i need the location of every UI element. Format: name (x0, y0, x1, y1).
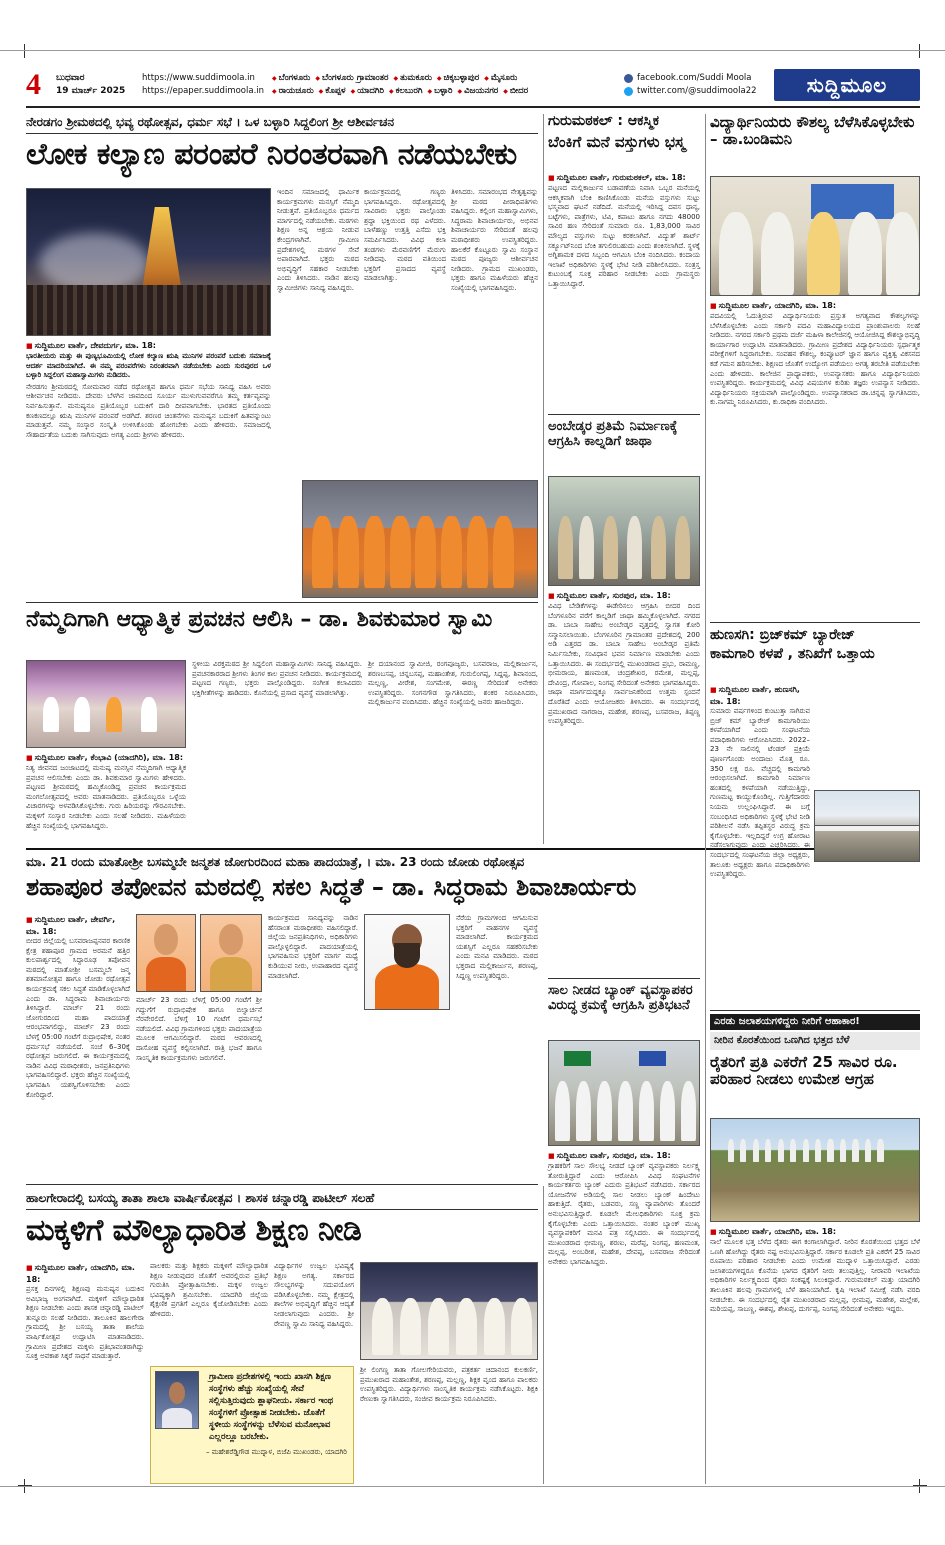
seers-group-photo (302, 480, 538, 598)
story1-kicker: ನೇರಡಗಂ ಶ್ರೀಮಠದಲ್ಲಿ ಭವ್ಯ ರಥೋತ್ಸವ, ಧರ್ಮ ಸಭೆ । ಒಳ ಬಳ್ಳಾರಿ ಸಿದ್ದಲಿಂಗ ಶ್ರೀ ಆಶೀರ್ವಚನ (26, 115, 395, 129)
crop-mark (913, 44, 927, 58)
story9-kicker: ಎರಡು ಜಲಾಶಯಗಳಿದ್ದರು ನೀರಿಗೆ ಆಹಾಕಾರ! (714, 1016, 860, 1027)
story10-body-4: ಶ್ರೀ ಲಿಂಗಣ್ಣ ತಾತಾ ಗೋಲಗೇರಿಯವರು, ಪತ್ರಕರ್ತ ಚಿದಾನಂದ ಕುಲಕರ್ಣಿ, ಪ್ರಮುಖರಾದ ಮಹಾಂತೇಶ, ಶರಣಪ್ಪ, ಮಲ್ಲಣ್ಣ, ಶಿಕ್ಷಕ ವೃಂದ ಹಾಗೂ ಪಾಲಕರು ಉಪಸ್ಥಿತರಿದ್ದರು. ವಿದ್ಯಾರ್ಥಿಗಳು ಸಾಂಸ್ಕೃತಿಕ ಕಾರ್ಯಕ್ರಮ ನಡೆಸಿಕೊಟ್ಟರು. ಶಿಕ್ಷಕಿ ರೇಣುಕಾ ಸ್ವಾಗತಿಸಿದರು, ಸಂಜೀವ ಕಾರ್ಯಕ್ರಮ ನಿರೂಪಿಸಿದರು. (360, 1366, 538, 1403)
story10-col2 (150, 1262, 268, 1362)
leader-portrait (155, 1371, 199, 1429)
story1-body-2: ಇಂದಿನ ಸಮಾಜದಲ್ಲಿ ಧಾರ್ಮಿಕ ಕಾರ್ಯಕ್ರಮಗಳು ಮನಸ್ಸಿಗೆ ನೆಮ್ಮದಿ ನೀಡುತ್ತವೆ. ಪ್ರತಿಯೊಬ್ಬರೂ ಧರ್ಮದ ಮಾರ್ಗದಲ್ಲಿ ನಡೆಯಬೇಕು. ಮಠಗಳು ಶಿಕ್ಷಣ ಅನ್ನ ಆಶ್ರಯ ನೀಡುವ ಕೇಂದ್ರಗಳಾಗಿವೆ. ಗ್ರಾಮೀಣ ಪ್ರದೇಶಗಳಲ್ಲಿ ಮಠಗಳ ಸೇವೆ ಅಪಾರವಾಗಿದೆ. ಭಕ್ತರು ಮಠದ ಅಭಿವೃದ್ಧಿಗೆ ಸಹಕಾರ ನೀಡಬೇಕು ಎಂದು ತಿಳಿಸಿದರು. ನಾಡಿನ ಹಲವು ಸ್ವಾಮೀಜಿಗಳು ಸಾನಿಧ್ಯ ವಹಿಸಿದ್ದರು. (277, 188, 359, 292)
city-label: ◆ ವಿಜಯನಗರ (458, 85, 499, 98)
column-divider (543, 1186, 544, 1484)
story4-body: ವಿವಿಧ ಬೇಡಿಕೆಗಳನ್ನು ಈಡೇರಿಸಲು ಆಗ್ರಹಿಸಿ ಬೀದರ ದಿಂದ ಬೆಂಗಳೂರಿನ ವರೆಗೆ ಕಾಲ್ನಡಿಗೆ ಜಾಥಾ ಹಮ್ಮಿಕೊಳ್ಳಲಾಗಿದೆ. ನಗರದ ಡಾ. ಬಾಬಾ ಸಾಹೇಬ ಅಂಬೇಡ್ಕರ ವೃತ್ತದಲ್ಲಿ ಸ್ವಾಗತ ಕೋರಿ ಸನ್ಮಾನಿಸಲಾಯಿತು. ಬೆಂಗಳೂರಿನ ಗ್ರಾಮಾಂತರ ಪ್ರದೇಶದಲ್ಲಿ 200 ಅಡಿ ಎತ್ತರದ ಡಾ. ಬಾಬಾ ಸಾಹೇಬ ಅಂಬೇಡ್ಕರ ಪ್ರತಿಮೆ ನಿರ್ಮಿಸಬೇಕು, ಸಂವಿಧಾನ ಭವನ ನಿರ್ಮಾಣ ಮಾಡಬೇಕು ಎಂದು ಒತ್ತಾಯಿಸಿದರು. ಈ ಸಂದರ್ಭದಲ್ಲಿ ಮುಖಂಡರಾದ ಪ್ರಭು, ರಾಮಣ್ಣ, ಭೀಮರಾಯ, ಹಣಮಂತ, ಚಂದ್ರಶೇಖರ, ರಮೇಶ, ಮಲ್ಲಪ್ಪ, ದೇವಿಂದ್ರ, ಗೋಪಾಲ, ನಿಂಗಪ್ಪ ಸೇರಿದಂತೆ ಅನೇಕರು ಭಾಗವಹಿಸಿದ್ದರು. ಜಾಥಾ ಮಾರ್ಗದುದ್ದಕ್ಕೂ ಸಾರ್ವಜನಿಕರಿಂದ ಉತ್ತಮ ಸ್ಪಂದನೆ ದೊರೆತಿದೆ ಎಂದು ಆಯೋಜಕರು ತಿಳಿಸಿದರು. ಈ ಸಂದರ್ಭದಲ್ಲಿ ಪ್ರಮುಖರಾದ ನಾಗರಾಜ, ಮಹೇಶ, ಶರಣಪ್ಪ, ಬಸವರಾಜ, ತಿಪ್ಪಣ್ಣ ಉಪಸ್ಥಿತರಿದ್ದರು. (548, 602, 700, 726)
story8-byline: ■ ಸುದ್ದಿಮೂಲ ವಾರ್ತೆ, ಸುರಪುರ, ಮಾ. 18: (548, 1150, 700, 1162)
story7-col3 (268, 914, 358, 1178)
date-block (56, 72, 142, 98)
story10-body-1: ಪ್ರಸಕ್ತ ದಿನಗಳಲ್ಲಿ ಶಿಕ್ಷಣವು ಮನುಷ್ಯನ ಬದುಕಿನ ಅವಿಭಾಜ್ಯ ಅಂಗವಾಗಿದೆ. ಮಕ್ಕಳಿಗೆ ಮೌಲ್ಯಾಧಾರಿತ ಶಿಕ್ಷಣ ನೀಡಬೇಕು ಎಂದು ಶಾಸಕ ಚನ್ನಾರಡ್ಡಿ ಪಾಟೀಲ್ ತುನ್ನೂರು ಸಲಹೆ ನೀಡಿದರು. ತಾಲೂಕಿನ ಹಾಲಗೇರಾ ಗ್ರಾಮದಲ್ಲಿ ಶ್ರೀ ಬಸಯ್ಯ ತಾತಾ ಶಾಲೆಯ ವಾರ್ಷಿಕೋತ್ಸವ ಉದ್ಘಾಟಿಸಿ ಮಾತನಾಡಿದರು. ಗ್ರಾಮೀಣ ಪ್ರದೇಶದ ಮಕ್ಕಳು ಪ್ರತಿಭಾವಂತರಾಗಿದ್ದು ಸೂಕ್ತ ಅವಕಾಶ ಸಿಕ್ಕರೆ ಸಾಧನೆ ಮಾಡುತ್ತಾರೆ. (26, 1285, 144, 1361)
story5-col1 (710, 684, 810, 879)
story6-col3 (368, 660, 538, 842)
story6-col2 (192, 660, 362, 842)
website-link[interactable]: https://www.suddimoola.in (142, 73, 255, 83)
story7-kicker: ಮಾ. 21 ರಂದು ಮಾತೋಶ್ರೀ ಬಸಮ್ಮಬೇ ಜನ್ಮಶತ ಜೋಗುರದಿಂದ ಮಹಾ ಪಾದಯಾತ್ರೆ, । ಮಾ. 23 ರಂದು ಜೋಡು ರಥೋತ್ಸವ (26, 855, 525, 869)
story4-byline: ■ ಸುದ್ದಿಮೂಲ ವಾರ್ತೆ, ಸುರಪುರ, ಮಾ. 18: (548, 590, 700, 602)
story9-kicker2: ನೀರಿನ ಕೊರತೆಯಿಂದ ಒಣಗಿದ ಭತ್ತದ ಬೆಳೆ (714, 1035, 850, 1046)
story2-headline: ಬೆಂಕಿಗೆ ಮನೆ ವಸ್ತುಗಳು ಭಸ್ಮ (548, 132, 686, 151)
page-number: 4 (26, 68, 41, 101)
city-label: ◆ ತುಮಕೂರು (394, 72, 432, 85)
story4-headline-box (548, 420, 700, 472)
story7-body-2: ಮಾರ್ಚ್ 23 ರಂದು ಬೆಳಿಗ್ಗೆ 05:00 ಗಂಟೆಗೆ ಶ್ರೀ ಗದ್ದುಗೆಗೆ ರುದ್ರಾಭಿಷೇಕ ಹಾಗೂ ಬಿಲ್ವಾರ್ಚನೆ ನೆರವೇರಲಿದೆ. ಬೆಳಿಗ್ಗೆ 10 ಗಂಟೆಗೆ ಧರ್ಮಸಭೆ ನಡೆಯಲಿದೆ. ವಿವಿಧ ಗ್ರಾಮಗಳಿಂದ ಭಕ್ತರು ಪಾದಯಾತ್ರೆಯ ಮೂಲಕ ಆಗಮಿಸಲಿದ್ದಾರೆ. ಮಠದ ಆವರಣದಲ್ಲಿ ದಾಸೋಹ ವ್ಯವಸ್ಥೆ ಕಲ್ಪಿಸಲಾಗಿದೆ. ರಾತ್ರಿ ಭಜನೆ ಹಾಗೂ ಸಾಂಸ್ಕೃತಿಕ ಕಾರ್ಯಕ್ರಮಗಳು ಜರುಗಲಿವೆ. (136, 996, 262, 1062)
story2-body: ಪಟ್ಟಣದ ಮಲ್ಲಿಕಾರ್ಜುನ ಬಡಾವಣೆಯ ನಿವಾಸಿ ಒಬ್ಬರ ಮನೆಯಲ್ಲಿ ಆಕಸ್ಮಿಕವಾಗಿ ಬೆಂಕಿ ಕಾಣಿಸಿಕೊಂಡು ಮನೆಯ ವಸ್ತುಗಳು ಸುಟ್ಟು ಭಸ್ಮವಾದ ಘಟನೆ ನಡೆದಿದೆ. ಮನೆಯಲ್ಲಿ ಇರಿಸಿದ್ದ ದವಸ ಧಾನ್ಯ, ಬಟ್ಟೆಗಳು, ಪಾತ್ರೆಗಳು, ಟಿವಿ, ಕಪಾಟು ಹಾಗೂ ನಗದು 48000 ಸಾವಿರ ಹಣ ಸೇರಿದಂತೆ ಸುಮಾರು ರೂ. 1,83,000 ಸಾವಿರ ಮೌಲ್ಯದ ವಸ್ತುಗಳು ಸುಟ್ಟು ಕರಕಲಾಗಿವೆ. ವಿದ್ಯುತ್ ಶಾರ್ಟ್ ಸರ್ಕ್ಯೂಟ್‌ನಿಂದ ಬೆಂಕಿ ತಗುಲಿರಬಹುದು ಎಂದು ಶಂಕಿಸಲಾಗಿದೆ. ಸ್ಥಳಕ್ಕೆ ಅಗ್ನಿಶಾಮಕ ದಳದ ಸಿಬ್ಬಂದಿ ಆಗಮಿಸಿ ಬೆಂಕಿ ನಂದಿಸಿದರು. ಕಂದಾಯ ಇಲಾಖೆ ಅಧಿಕಾರಿಗಳು ಸ್ಥಳಕ್ಕೆ ಭೇಟಿ ನೀಡಿ ಪರಿಶೀಲಿಸಿದರು. ಸಂತ್ರಸ್ತ ಕುಟುಂಬಕ್ಕೆ ಸೂಕ್ತ ಪರಿಹಾರ ನೀಡಬೇಕು ಎಂದು ಗ್ರಾಮಸ್ಥರು ಒತ್ತಾಯಿಸಿದ್ದಾರೆ. (548, 184, 700, 288)
bottom-trim-line (0, 1486, 945, 1487)
story7-col2 (136, 996, 262, 1178)
story7-col4 (456, 914, 538, 1178)
twitter-icon (624, 87, 633, 96)
story6-headline: ನೆಮ್ಮದಿಗಾಗಿ ಆಧ್ಯಾತ್ಮಿಕ ಪ್ರವಚನ ಆಲಿಸಿ – ಡಾ. ಶಿವಕುಮಾರ ಸ್ವಾಮಿ (26, 607, 493, 632)
story10-kicker: ಹಾಲಗೇರಾದಲ್ಲಿ ಬಸಯ್ಯ ತಾತಾ ಶಾಲಾ ವಾರ್ಷಿಕೋತ್ಸವ । ಶಾಸಕ ಚನ್ನಾರಡ್ಡಿ ಪಾಟೀಲ್ ಸಲಹೆ (26, 1191, 375, 1205)
story7-headline: ಶಹಾಪೂರ ತಪೋವನ ಮಠದಲ್ಲಿ ಸಕಲ ಸಿದ್ಧತೆ – ಡಾ. ಸಿದ್ಧರಾಮ ಶಿವಾಚಾರ್ಯರು (26, 873, 637, 901)
story1-body-3: ಕಾರ್ಯಕ್ರಮದಲ್ಲಿ ಗಣ್ಯರು ಭಾಗವಹಿಸಿದ್ದರು. ರಥೋತ್ಸವದಲ್ಲಿ ಸಾವಿರಾರು ಭಕ್ತರು ಪಾಲ್ಗೊಂಡು ಶ್ರದ್ಧಾ ಭಕ್ತಿಯಿಂದ ರಥ ಎಳೆದರು. ಬಾಳೆಹಣ್ಣು ಉತ್ತತ್ತಿ ಎಸೆದು ಭಕ್ತಿ ಸಮರ್ಪಿಸಿದರು. ವಿವಿಧ ಕಲಾ ತಂಡಗಳು ಮೆರವಣಿಗೆಗೆ ಮೆರುಗು ನೀಡಿದವು. ಮಠದ ವತಿಯಿಂದ ಭಕ್ತರಿಗೆ ಪ್ರಸಾದದ ವ್ಯವಸ್ಥೆ ಮಾಡಲಾಗಿತ್ತು. (364, 188, 446, 283)
story10-body-2: ಪಾಲಕರು ಮತ್ತು ಶಿಕ್ಷಕರು ಮಕ್ಕಳಿಗೆ ಮೌಲ್ಯಾಧಾರಿತ ಶಿಕ್ಷಣ ನೀಡುವುದರ ಜೊತೆಗೆ ಅವರಲ್ಲಿರುವ ಪ್ರತಿಭೆ ಗುರುತಿಸಿ ಪ್ರೋತ್ಸಾಹಿಸಬೇಕು. ಮಕ್ಕಳ ಉಜ್ವಲ ಭವಿಷ್ಯಕ್ಕಾಗಿ ಶ್ರಮಿಸಬೇಕು. ಯಾದಗಿರಿ ಜಿಲ್ಲೆಯ ಶೈಕ್ಷಣಿಕ ಪ್ರಗತಿಗೆ ಎಲ್ಲರೂ ಕೈಜೋಡಿಸಬೇಕು ಎಂದು ಹೇಳಿದರು. (150, 1262, 268, 1318)
story4-text (548, 590, 700, 974)
city-label: ◆ ಬೆಂಗಳೂರು ಗ್ರಾಮಾಂತರ (315, 72, 388, 85)
site-links (142, 72, 272, 98)
social-links (624, 72, 774, 98)
story9-byline: ■ ಸುದ್ದಿಮೂಲ ವಾರ್ತೆ, ಯಾದಗಿರಿ, ಮಾ. 18: (710, 1226, 920, 1238)
divider (548, 414, 700, 415)
issue-date: 19 ಮಾರ್ಚ್ 2025 (56, 86, 126, 96)
pravachana-stage-photo (26, 660, 186, 748)
divider (26, 1184, 538, 1185)
story6-headline-box (26, 608, 538, 652)
story10-headline-box (26, 1214, 538, 1254)
quote-box (150, 1366, 354, 1484)
story4-headline: ಅಂಬೇಡ್ಕರ ಪ್ರತಿಮೆ ನಿರ್ಮಾಣಕ್ಕೆ ಆಗ್ರಹಿಸಿ ಕಾಲ್ನಡಿಗೆ ಜಾಥಾ (548, 419, 678, 449)
story2-text (548, 172, 700, 410)
story7-body-3: ಕಾರ್ಯಕ್ರಮದ ಸಾನಿಧ್ಯವನ್ನು ನಾಡಿನ ಹೆಸರಾಂತ ಮಠಾಧೀಶರು ವಹಿಸಲಿದ್ದಾರೆ. ಜಿಲ್ಲೆಯ ಜನಪ್ರತಿನಿಧಿಗಳು, ಅಧಿಕಾರಿಗಳು ಪಾಲ್ಗೊಳ್ಳಲಿದ್ದಾರೆ. ಪಾದಯಾತ್ರೆಯಲ್ಲಿ ಭಾಗವಹಿಸುವ ಭಕ್ತರಿಗೆ ಮಾರ್ಗ ಮಧ್ಯೆ ಕುಡಿಯುವ ನೀರು, ಉಪಾಹಾರದ ವ್ಯವಸ್ಥೆ ಮಾಡಲಾಗಿದೆ. (268, 914, 358, 980)
divider (710, 1010, 920, 1011)
story7-body-1: ಬೀದರ ಜಿಲ್ಲೆಯಲ್ಲಿ ಬಸವರಾಜಪ್ಪನವರ ಕಾರಣಿಕ ಕ್ಷೇತ್ರ ಶಹಾಪೂರ ಗ್ರಾಮದ ಅರಮನೆ ಹತ್ತಿರ ಕುಲಪಾರ್ಶ್ವದಲ್ಲಿ ಸಿದ್ದಾರೂಢ ತಪೋವನ ಮಠದಲ್ಲಿ ಮಾತೋಶ್ರೀ ಬಸಮ್ಮಬೇ ಜನ್ಮ ಶತಮಾನೋತ್ಸವ ಹಾಗೂ ಜೋಡು ರಥೋತ್ಸವ ಕಾರ್ಯಕ್ರಮಕ್ಕೆ ಸಕಲ ಸಿದ್ಧತೆ ಮಾಡಿಕೊಳ್ಳಲಾಗಿದೆ ಎಂದು ಡಾ. ಸಿದ್ಧರಾಮ ಶಿವಾಚಾರ್ಯರು ತಿಳಿಸಿದ್ದಾರೆ. ಮಾರ್ಚ್ 21 ರಂದು ಜೋಗುರದಿಂದ ಮಹಾ ಪಾದಯಾತ್ರೆ ಆರಂಭವಾಗಲಿದ್ದು, ಮಾರ್ಚ್ 23 ರಂದು ಬೆಳಗ್ಗೆ 05:00 ಗಂಟೆಗೆ ರುದ್ರಾಭಿಷೇಕ, ನಂತರ ಧರ್ಮಸಭೆ ನಡೆಯಲಿದೆ. ಸಂಜೆ 6–30ಕ್ಕೆ ರಥೋತ್ಸವ ಜರುಗಲಿದೆ. ಈ ಕಾರ್ಯಕ್ರಮದಲ್ಲಿ ನಾಡಿನ ವಿವಿಧ ಮಠಾಧೀಶರು, ಜನಪ್ರತಿನಿಧಿಗಳು ಭಾಗವಹಿಸಲಿದ್ದಾರೆ. ಭಕ್ತರು ಹೆಚ್ಚಿನ ಸಂಖ್ಯೆಯಲ್ಲಿ ಭಾಗವಹಿಸಿ ಯಶಸ್ವಿಗೊಳಿಸಬೇಕು ಎಂದು ಕೋರಿದ್ದಾರೆ. (26, 937, 130, 1099)
story9-headline-box (710, 1054, 920, 1112)
city-label: ◆ ಕಲಬುರಗಿ (389, 85, 423, 98)
story5-kicker: ಹುಣಸಗಿ: ಬ್ರಿಜ್‌ಕಮ್ ಬ್ಯಾರೇಜ್ (710, 627, 856, 643)
saint-portrait-1 (136, 914, 196, 992)
jatha-group-photo (548, 476, 700, 586)
city-label: ◆ ಮೈಸೂರು (484, 72, 517, 85)
quote-attribution: – ಮಹೇಶರೆಡ್ಡಿಗೌಡ ಮುದ್ನಾಳ, ಬಿಜೆಪಿ ಮುಖಂಡರು, ಯಾದಗಿರಿ (205, 1448, 347, 1456)
story1-col4 (451, 188, 538, 478)
city-label: ◆ ಕೊಪ್ಪಳ (319, 85, 346, 98)
city-label: ◆ ಬೆಂಗಳೂರು (272, 72, 310, 85)
newspaper-logo: ಸುದ್ದಿಮೂಲ (774, 69, 920, 101)
twitter-link[interactable]: twitter.com/@suddimoola22 (637, 86, 757, 96)
story6-byline: ■ ಸುದ್ದಿಮೂಲ ವಾರ್ತೆ, ಕೆಂಭಾವಿ (ಯಾದಗಿರಿ), ಮಾ. 18: (26, 752, 186, 764)
story3-body: ಪದವಿಯಲ್ಲಿ ಓದುತ್ತಿರುವ ವಿದ್ಯಾರ್ಥಿನಿಯರು ಪ್ರಸ್ತುತ ಅಗತ್ಯವಾದ ಕೌಶಲ್ಯಗಳನ್ನು ಬೆಳೆಸಿಕೊಳ್ಳಬೇಕು ಎಂದು ಸರ್ಕಾರಿ ಪದವಿ ಮಹಾವಿದ್ಯಾಲಯದ ಪ್ರಾಂಶುಪಾಲರು ಸಲಹೆ ನೀಡಿದರು. ನಗರದ ಸರ್ಕಾರಿ ಪ್ರಥಮ ದರ್ಜೆ ಮಹಿಳಾ ಕಾಲೇಜಿನಲ್ಲಿ ಆಯೋಜಿಸಿದ್ದ ಕೌಶಲ್ಯಾಭಿವೃದ್ಧಿ ಕಾರ್ಯಾಗಾರ ಉದ್ಘಾಟಿಸಿ ಮಾತನಾಡಿದರು. ಗ್ರಾಮೀಣ ಪ್ರದೇಶದ ವಿದ್ಯಾರ್ಥಿನಿಯರು ಸ್ಪರ್ಧಾತ್ಮಕ ಪರೀಕ್ಷೆಗಳಿಗೆ ಸಿದ್ಧರಾಗಬೇಕು. ಸಂವಹನ ಕೌಶಲ್ಯ, ಕಂಪ್ಯೂಟರ್ ಜ್ಞಾನ ಹಾಗೂ ವ್ಯಕ್ತಿತ್ವ ವಿಕಸನದ ಕಡೆ ಗಮನ ಹರಿಸಬೇಕು. ಶಿಕ್ಷಣದ ಜೊತೆಗೆ ಉದ್ಯೋಗ ಪಡೆಯಲು ಅಗತ್ಯ ತರಬೇತಿ ಪಡೆಯಬೇಕು ಎಂದು ಹೇಳಿದರು. ಕಾಲೇಜಿನ ಪ್ರಾಧ್ಯಾಪಕರು, ಉಪನ್ಯಾಸಕರು ಹಾಗೂ ವಿದ್ಯಾರ್ಥಿನಿಯರು ಉಪಸ್ಥಿತರಿದ್ದರು. ಕಾರ್ಯಕ್ರಮದಲ್ಲಿ ವಿವಿಧ ವಿಷಯಗಳ ಕುರಿತು ತಜ್ಞರು ಉಪನ್ಯಾಸ ನೀಡಿದರು. ವಿದ್ಯಾರ್ಥಿನಿಯರು ಸಕ್ರಿಯವಾಗಿ ಪಾಲ್ಗೊಂಡಿದ್ದರು. ಉಪನ್ಯಾಸಕರಾದ ಡಾ.ಚನ್ನಪ್ಪ ಸ್ವಾಗತಿಸಿದರು, ಕು.ನಾಗಮ್ಮ ನಿರೂಪಿಸಿದರು, ಕು.ರಾಧಿಕಾ ವಂದಿಸಿದರು. (710, 312, 920, 407)
shivacharya-portrait (364, 914, 450, 1010)
column-divider (543, 114, 544, 844)
story5-byline: ■ ಸುದ್ದಿಮೂಲ ವಾರ್ತೆ, ಹುಣಸಗಿ, ಮಾ. 18: (710, 684, 810, 707)
story5-body: ಸುಮಾರು ವರ್ಷಗಳಿಂದ ಕುಂಟುತ್ತಾ ಸಾಗಿರುವ ಬ್ರಿಜ್ ಕಮ್ ಬ್ಯಾರೇಜ್ ಕಾಮಗಾರಿಯು ಕಳಪೆಯಾಗಿದೆ ಎಂದು ಸಂಘಟನೆಯ ಪದಾಧಿಕಾರಿಗಳು ಆರೋಪಿಸಿದರು. 2022–23 ನೇ ಸಾಲಿನಲ್ಲಿ ಟೆಂಡರ್ ಪ್ರಕ್ರಿಯೆ ಪೂರ್ಣಗೊಂಡು ಅಂದಾಜು ಮೊತ್ತ ರೂ. 350 ಲಕ್ಷ ರೂ. ವೆಚ್ಚದಲ್ಲಿ ಕಾಮಗಾರಿ ಆರಂಭಿಸಲಾಗಿದೆ. ಕಾಮಗಾರಿ ನಿರ್ಮಾಣ ಹಂತದಲ್ಲಿ ಕಳಪೆಯಾಗಿ ನಡೆಯುತ್ತಿದ್ದು, ಗುಣಮಟ್ಟ ಕಾಯ್ದುಕೊಂಡಿಲ್ಲ. ಗುತ್ತಿಗೆದಾರರು ನಿಯಮ ಉಲ್ಲಂಘಿಸಿದ್ದಾರೆ. ಈ ಬಗ್ಗೆ ಸಂಬಂಧಿಸಿದ ಅಧಿಕಾರಿಗಳು ಸ್ಥಳಕ್ಕೆ ಭೇಟಿ ನೀಡಿ ಪರಿಶೀಲನೆ ನಡೆಸಿ ತಪ್ಪಿತಸ್ಥರ ವಿರುದ್ಧ ಕ್ರಮ ಕೈಗೊಳ್ಳಬೇಕು. ಇಲ್ಲದಿದ್ದರೆ ಉಗ್ರ ಹೋರಾಟ ನಡೆಸಲಾಗುವುದು ಎಂದು ಎಚ್ಚರಿಸಿದರು. ಈ ಸಂದರ್ಭದಲ್ಲಿ ಸಂಘಟನೆಯ ಜಿಲ್ಲಾ ಅಧ್ಯಕ್ಷರು, ತಾಲೂಕು ಅಧ್ಯಕ್ಷರು ಹಾಗೂ ಪದಾಧಿಕಾರಿಗಳು ಉಪಸ್ಥಿತರಿದ್ದರು. (710, 707, 810, 879)
story10-kicker-bar (26, 1190, 538, 1210)
story1-lead: ಭಾರತೀಯರು ಮತ್ತು ಈ ಪುಣ್ಯಭೂಮಿಯಲ್ಲಿ ಲೋಕ ಕಲ್ಯಾಣ ಋಷಿ ಮುನಿಗಳ ಪರಂಪರೆ ಬದುಕು ಸಮಾಜಕ್ಕೆ ಆದರ್ಶ ಮಾದರಿಯಾಗಿದೆ. ಈ ನಮ್ಮ ಪರಂಪರೆಗಳು ನಿರಂತರವಾಗಿ ನಡೆಯಬೇಕು ಎಂದು ಸುರಪುರದ ಒಳ ಬಳ್ಳಾರಿ ಸಿದ್ದಲಿಂಗ ಮಹಾಸ್ವಾಮಿಗಳು ನುಡಿದರು. (26, 352, 271, 380)
quote-text: ಗ್ರಾಮೀಣ ಪ್ರದೇಶಗಳಲ್ಲಿ ಇಂದು ಖಾಸಗಿ ಶಿಕ್ಷಣ ಸಂಸ್ಥೆಗಳು ಹೆಚ್ಚು ಸಂಖ್ಯೆಯಲ್ಲಿ ಸೇವೆ ಸಲ್ಲಿಸುತ್ತಿರುವುದು ಶ್ಲಾಘನೀಯ. ಸರ್ಕಾರ ಇಂಥ ಸಂಸ್ಥೆಗಳಿಗೆ ಪ್ರೋತ್ಸಾಹ ನೀಡಬೇಕು. ಜೊತೆಗೆ ಸ್ಥಳೀಯ ಸಂಸ್ಥೆಗಳನ್ನು ಬೆಳೆಸುವ ಮನೋಭಾವ ಎಲ್ಲರಲ್ಲೂ ಬರಬೇಕು. (209, 1372, 334, 1442)
city-label: ◆ ಯಾದಗಿರಿ (351, 85, 384, 98)
story10-col4 (360, 1366, 538, 1484)
story2-byline: ■ ಸುದ್ದಿಮೂಲ ವಾರ್ತೆ, ಗುರುಮಠಕಲ್, ಮಾ. 18: (548, 172, 700, 184)
story9-kicker-bar (710, 1014, 920, 1030)
story10-body-3: ವಿದ್ಯಾರ್ಥಿಗಳ ಉಜ್ವಲ ಭವಿಷ್ಯಕ್ಕೆ ಶಿಕ್ಷಣ ಅಗತ್ಯ. ಸರ್ಕಾರದ ಸೌಲಭ್ಯಗಳನ್ನು ಸದುಪಯೋಗ ಪಡಿಸಿಕೊಳ್ಳಬೇಕು. ನಮ್ಮ ಕ್ಷೇತ್ರದಲ್ಲಿ ಶಾಲೆಗಳ ಅಭಿವೃದ್ಧಿಗೆ ಹೆಚ್ಚಿನ ಆದ್ಯತೆ ನೀಡಲಾಗುವುದು ಎಂದರು. ಶ್ರೀ ರೇವಣ್ಣ ಸ್ವಾಮಿ ಸಾನಿಧ್ಯ ವಹಿಸಿದ್ದರು. (274, 1262, 354, 1328)
city-label: ◆ ಬೀದರ (503, 85, 528, 98)
story3-byline: ■ ಸುದ್ದಿಮೂಲ ವಾರ್ತೆ, ಯಾದಗಿರಿ, ಮಾ. 18: (710, 300, 920, 312)
story1-byline: ■ ಸುದ್ದಿಮೂಲ ವಾರ್ತೆ, ದೇವದುರ್ಗ, ಮಾ. 18: (26, 340, 271, 352)
story10-headline: ಮಕ್ಕಳಿಗೆ ಮೌಲ್ಯಾಧಾರಿತ ಶಿಕ್ಷಣ ನೀಡಿ (26, 1213, 362, 1248)
masthead (26, 64, 920, 108)
story1-col1 (26, 340, 271, 598)
barrage-bridge-photo (814, 790, 920, 862)
story7-body-4: ನೆರೆಯ ಗ್ರಾಮಗಳಿಂದ ಆಗಮಿಸುವ ಭಕ್ತರಿಗೆ ವಾಹನಗಳ ವ್ಯವಸ್ಥೆ ಮಾಡಲಾಗಿದೆ. ಕಾರ್ಯಕ್ರಮದ ಯಶಸ್ಸಿಗೆ ಎಲ್ಲರೂ ಸಹಕರಿಸಬೇಕು ಎಂದು ಮನವಿ ಮಾಡಿದರು. ಮಠದ ಭಕ್ತರಾದ ಮಲ್ಲಿಕಾರ್ಜುನ, ಶರಣಪ್ಪ, ಸಿದ್ದಣ್ಣ ಉಪಸ್ಥಿತರಿದ್ದರು. (456, 914, 538, 980)
divider (548, 978, 700, 979)
story6-body-1: ನಿತ್ಯ ಜೀವನದ ಜಂಜಾಟದಲ್ಲಿ ಮನುಷ್ಯ ಮನಸ್ಸಿನ ನೆಮ್ಮದಿಗಾಗಿ ಆಧ್ಯಾತ್ಮಿಕ ಪ್ರವಚನ ಆಲಿಸಬೇಕು ಎಂದು ಡಾ. ಶಿವಕುಮಾರ ಸ್ವಾಮಿಗಳು ಹೇಳಿದರು. ಪಟ್ಟಣದ ಶ್ರೀಮಠದಲ್ಲಿ ಹಮ್ಮಿಕೊಂಡಿದ್ದ ಪ್ರವಚನ ಕಾರ್ಯಕ್ರಮದ ಮಂಗಲೋತ್ಸವದಲ್ಲಿ ಅವರು ಮಾತನಾಡಿದರು. ಪ್ರತಿಯೊಬ್ಬರೂ ಒಳ್ಳೆಯ ವಿಚಾರಗಳನ್ನು ಅಳವಡಿಸಿಕೊಳ್ಳಬೇಕು. ಗುರು ಹಿರಿಯರನ್ನು ಗೌರವಿಸಬೇಕು. ಮಕ್ಕಳಿಗೆ ಸಂಸ್ಕಾರ ನೀಡಬೇಕು ಎಂದು ಸಲಹೆ ನೀಡಿದರು. ಮಹಿಳೆಯರು ಹೆಚ್ಚಿನ ಸಂಖ್ಯೆಯಲ್ಲಿ ಭಾಗವಹಿಸಿದ್ದರು. (26, 764, 186, 830)
story10-byline: ■ ಸುದ್ದಿಮೂಲ ವಾರ್ತೆ, ಯಾದಗಿರಿ, ಮಾ. 18: (26, 1262, 144, 1285)
story8-headline: ಸಾಲ ನೀಡದ ಬ್ಯಾಂಕ್ ವ್ಯವಸ್ಥಾಪಕರ ವಿರುದ್ಧ ಕ್ರಮಕ್ಕೆ ಆಗ್ರಹಿಸಿ ಪ್ರತಿಭಟನೆ (548, 983, 693, 1013)
weekday: ಬುಧವಾರ (56, 73, 85, 83)
story1-col2 (277, 188, 359, 478)
story2-headline-box (548, 114, 700, 168)
epaper-link[interactable]: https://epaper.suddimoola.in (142, 86, 265, 96)
facebook-link[interactable]: facebook.com/Suddi Moola (637, 73, 752, 83)
story6-body-2: ಸ್ಥಳೀಯ ವಿರಕ್ತಮಠದ ಶ್ರೀ ಸಿದ್ದಲಿಂಗ ಮಹಾಸ್ವಾಮಿಗಳು ಸಾನಿಧ್ಯ ವಹಿಸಿದ್ದರು. ಪ್ರವಚನಕಾರರಾದ ಶ್ರೀಗಳು ತಿಂಗಳ ಕಾಲ ಪ್ರವಚನ ನೀಡಿದರು. ಕಾರ್ಯಕ್ರಮದಲ್ಲಿ ಪಟ್ಟಣದ ಗಣ್ಯರು, ಭಕ್ತರು ಪಾಲ್ಗೊಂಡಿದ್ದರು. ಸಂಗೀತ ಕಲಾವಿದರು ಭಕ್ತಿಗೀತೆಗಳನ್ನು ಹಾಡಿದರು. ಕೊನೆಯಲ್ಲಿ ಪ್ರಸಾದ ವ್ಯವಸ್ಥೆ ಮಾಡಲಾಗಿತ್ತು. (192, 660, 362, 697)
edition-cities (272, 72, 624, 98)
crop-mark (18, 44, 32, 58)
city-label: ◆ ರಾಯಚೂರು (272, 85, 314, 98)
story1-headline: ಲೋಕ ಕಲ್ಯಾಣ ಪರಂಪರೆ ನಿರಂತರವಾಗಿ ನಡೆಯಬೇಕು (26, 137, 517, 172)
story7-col1 (26, 914, 130, 1178)
story3-headline-box (710, 114, 920, 170)
city-label: ◆ ಬಳ್ಳಾರಿ (428, 85, 453, 98)
saint-portrait-2 (200, 914, 262, 992)
story9-body: ನಾಲೆ ಮೂಲಕ ಭತ್ತ ಬೆಳೆದ ರೈತರು ಈಗ ಕಂಗಾಲಾಗಿದ್ದಾರೆ. ನೀರಿನ ಕೊರತೆಯಿಂದ ಭತ್ತದ ಬೆಳೆ ಒಣಗಿ ಹೋಗಿದ್ದು ರೈತರು ನಷ್ಟ ಅನುಭವಿಸುತ್ತಿದ್ದಾರೆ. ಸರ್ಕಾರ ಕೂಡಲೇ ಪ್ರತಿ ಎಕರೆಗೆ 25 ಸಾವಿರ ರೂಪಾಯಿ ಪರಿಹಾರ ನೀಡಬೇಕು ಎಂದು ಉಮೇಶ ಮುದ್ನಾಳ ಒತ್ತಾಯಿಸಿದ್ದಾರೆ. ಎರಡು ಜಲಾಶಯಗಳಿದ್ದರೂ ಕೊನೆಯ ಭಾಗದ ರೈತರಿಗೆ ನೀರು ತಲುಪುತ್ತಿಲ್ಲ. ನೀರಾವರಿ ಇಲಾಖೆಯ ಅಧಿಕಾರಿಗಳ ನಿರ್ಲಕ್ಷ್ಯದಿಂದ ರೈತರು ಸಂಕಷ್ಟಕ್ಕೆ ಸಿಲುಕಿದ್ದಾರೆ. ಗುರುಮಠಕಲ್ ಮತ್ತು ಯಾದಗಿರಿ ತಾಲೂಕಿನ ಹಲವು ಗ್ರಾಮಗಳಲ್ಲಿ ಬೆಳೆ ಹಾನಿಯಾಗಿದೆ. ಕೃಷಿ ಇಲಾಖೆ ಸಮೀಕ್ಷೆ ನಡೆಸಿ ವರದಿ ನೀಡಬೇಕು. ಈ ಸಂದರ್ಭದಲ್ಲಿ ರೈತ ಮುಖಂಡರಾದ ಮಲ್ಲಪ್ಪ, ಭೀಮಪ್ಪ, ಮಹೇಶ, ಮಲ್ಲೇಶ, ಮರಿಯಪ್ಪ, ಸಾಬಣ್ಣ, ಈಶಪ್ಪ, ಶೇಖಪ್ಪ, ದುರ್ಗಪ್ಪ, ನಿಂಗಪ್ಪ ಸೇರಿದಂತೆ ಅನೇಕರು ಇದ್ದರು. (710, 1238, 920, 1314)
story9-kicker2-bar (710, 1032, 920, 1050)
story1-body-1: ನೇರಡಗಂ ಶ್ರೀಮಠದಲ್ಲಿ ಸೋಮವಾರ ನಡೆದ ರಥೋತ್ಸವ ಹಾಗೂ ಧರ್ಮ ಸಭೆಯ ಸಾನಿಧ್ಯ ವಹಿಸಿ ಅವರು ಆಶೀರ್ವಚನ ನೀಡಿದರು. ದೇವರು ಬೆಳಗಿನ ಜಾವದಿಂದ ಸೂರ್ಯ ಮುಳುಗುವವರೆಗೂ ತಮ್ಮ ಕರ್ತವ್ಯವನ್ನು ನಿರ್ವಹಿಸುತ್ತಾನೆ. ಮನುಷ್ಯನೂ ಪ್ರತಿಯೊಬ್ಬರ ಬದುಕಿಗೆ ದಾರಿ ದೀಪವಾಗಬೇಕು. ಭಾರತದ ಪ್ರತಿಯೊಂದು ಕಣಕಣದಲ್ಲೂ ಋಷಿ ಮುನಿಗಳ ಪರಂಪರೆ ಅಡಗಿದೆ. ಶರಣರ ಚಿಂತನೆಗಳು ಮನುಷ್ಯನ ಬದುಕಿಗೆ ಹಿತವನ್ನುಂಟು ಮಾಡುತ್ತವೆ. ನಮ್ಮ ಸಂಸ್ಕಾರ ಸಂಸ್ಕೃತಿ ಉಳಿಸಿಕೊಂಡು ಹೋಗಬೇಕು ಎಂದು ಹೇಳಿದರು. ಸಮಾಜದಲ್ಲಿ ಸೌಹಾರ್ದತೆಯ ಬದುಕು ಸಾಗಿಸುವುದು ಅಗತ್ಯ ಎಂದು ಶ್ರೀಗಳು ಹೇಳಿದರು. (26, 382, 271, 439)
story10-col3 (274, 1262, 354, 1362)
story5-headline: ಕಾಮಗಾರಿ ಕಳಪೆ , ತನಿಖೆಗೆ ಒತ್ತಾಯ (710, 645, 875, 662)
story1-kicker-bar (26, 114, 538, 134)
story6-body-3: ಶ್ರೀ ದಯಾನಂದ ಸ್ವಾಮೀಜಿ, ರಂಗಪೂಜ್ಯರು, ಬಸವರಾಜ, ಮಲ್ಲಿಕಾರ್ಜುನ, ಶರಣಬಸಪ್ಪ, ಚನ್ನಬಸಪ್ಪ, ಮಹಾಂತೇಶ, ಗುರುಲಿಂಗಪ್ಪ, ಸಿದ್ದಪ್ಪ, ಶಿವಾನಂದ, ಮಲ್ಲಣ್ಣ, ವೀರೇಶ, ಸಂಗಮೇಶ, ಈರಣ್ಣ ಸೇರಿದಂತೆ ಅನೇಕರು ಉಪಸ್ಥಿತರಿದ್ದರು. ಸಂಗನಗೌಡ ಸ್ವಾಗತಿಸಿದರು, ಶಂಕರ ನಿರೂಪಿಸಿದರು, ಮಲ್ಲಿಕಾರ್ಜುನ ವಂದಿಸಿದರು. ಹೆಚ್ಚಿನ ಸಂಖ್ಯೆಯಲ್ಲಿ ಜನರು ಹಾಜರಿದ್ದರು. (368, 660, 538, 707)
divider (710, 622, 920, 623)
top-trim-line (0, 50, 945, 51)
story8-headline-box (548, 984, 700, 1036)
facebook-icon (624, 74, 633, 83)
story10-col1 (26, 1262, 144, 1484)
city-label: ◆ ಚಿಕ್ಕಬಳ್ಳಾಪುರ (437, 72, 479, 85)
story1-col3 (364, 188, 446, 478)
story9-text (710, 1226, 920, 1484)
school-function-photo (360, 1262, 538, 1360)
story1-body-4: ತಿಳಿಸಿದರು. ಸಮಾರಂಭದ ನೇತೃತ್ವವನ್ನು ಶ್ರೀ ಮಠದ ಪೀಠಾಧಿಪತಿಗಳು ವಹಿಸಿದ್ದರು. ಕಲ್ಲಿಂಗ ಮಹಾಸ್ವಾಮಿಗಳು, ಸಿದ್ಧರಾಮ ಶಿವಾಚಾರ್ಯರು, ಅಭಿನವ ಶಿವಾಚಾರ್ಯರು ಸೇರಿದಂತೆ ಹಲವು ಮಠಾಧೀಶರು ಉಪಸ್ಥಿತರಿದ್ದರು. ಹಾಲಕೆರೆ ಕೊಟ್ಟೂರು ಸ್ವಾಮಿ ಸಂಸ್ಥಾನ ಮಠದ ಪೂಜ್ಯರು ಆಶೀರ್ವಚನ ನೀಡಿದರು. ಗ್ರಾಮದ ಮುಖಂಡರು, ಭಕ್ತರು ಹಾಗೂ ಮಹಿಳೆಯರು ಹೆಚ್ಚಿನ ಸಂಖ್ಯೆಯಲ್ಲಿ ಭಾಗವಹಿಸಿದ್ದರು. (451, 188, 538, 292)
story3-text (710, 300, 920, 618)
story3-headline: ವಿದ್ಯಾರ್ಥಿನಿಯರು ಕೌಶಲ್ಯ ಬೆಳೆಸಿಕೊಳ್ಳಬೇಕು – ಡಾ.ಬಂಡಿಮನಿ (710, 113, 915, 148)
story2-kicker: ಗುರುಮಠಕಲ್ : ಆಕಸ್ಮಿಕ (548, 113, 660, 129)
story8-text (548, 1150, 700, 1484)
story7-byline: ■ ಸುದ್ದಿಮೂಲ ವಾರ್ತೆ, ಜೇವರ್ಗಿ, ಮಾ. 18: (26, 914, 130, 937)
story1-headline-box (26, 138, 538, 180)
divider (26, 602, 538, 603)
story6-col1 (26, 752, 186, 842)
story8-body: ಗ್ರಾಹಕರಿಗೆ ಸಾಲ ಸೌಲಭ್ಯ ನೀಡದೆ ಬ್ಯಾಂಕ್ ವ್ಯವಸ್ಥಾಪಕರು ನಿರ್ಲಕ್ಷ್ಯ ತೋರುತ್ತಿದ್ದಾರೆ ಎಂದು ಆರೋಪಿಸಿ ವಿವಿಧ ಸಂಘಟನೆಗಳ ಕಾರ್ಯಕರ್ತರು ಬ್ಯಾಂಕ್ ಎದುರು ಪ್ರತಿಭಟನೆ ನಡೆಸಿದರು. ಸರ್ಕಾರದ ಯೋಜನೆಗಳ ಅಡಿಯಲ್ಲಿ ಸಾಲ ನೀಡಲು ಬ್ಯಾಂಕ್ ಹಿಂದೇಟು ಹಾಕುತ್ತಿದೆ. ರೈತರು, ಬಡವರು, ಸಣ್ಣ ವ್ಯಾಪಾರಿಗಳು ತೊಂದರೆ ಅನುಭವಿಸುತ್ತಿದ್ದಾರೆ. ಕೂಡಲೇ ಮೇಲಧಿಕಾರಿಗಳು ಸೂಕ್ತ ಕ್ರಮ ಕೈಗೊಳ್ಳಬೇಕು ಎಂದು ಒತ್ತಾಯಿಸಿದರು. ನಂತರ ಬ್ಯಾಂಕ್ ಮುಖ್ಯ ವ್ಯವಸ್ಥಾಪಕರಿಗೆ ಮನವಿ ಪತ್ರ ಸಲ್ಲಿಸಿದರು. ಈ ಸಂದರ್ಭದಲ್ಲಿ ಮುಖಂಡರಾದ ಭೀಮಣ್ಣ, ಶರಣು, ಮರೆಪ್ಪ, ನಿಂಗಪ್ಪ, ಹಣಮಂತ, ಮಲ್ಲಪ್ಪ, ಅಂಬರೀಶ, ಮಹೇಶ, ದೇವಪ್ಪ, ಬಸವರಾಜ ಸೇರಿದಂತೆ ಅನೇಕರು ಭಾಗವಹಿಸಿದ್ದರು. (548, 1162, 700, 1266)
skill-workshop-photo (710, 176, 920, 296)
column-divider (705, 114, 706, 1484)
story5-headline-box (710, 628, 920, 678)
bank-protest-photo (548, 1040, 700, 1146)
chariot-night-photo (26, 188, 271, 336)
dry-paddy-field-photo (710, 1118, 920, 1222)
story9-headline: ರೈತರಿಗೆ ಪ್ರತಿ ಎಕರೆಗೆ 25 ಸಾವಿರ ರೂ. ಪರಿಹಾರ ನೀಡಲು ಉಮೇಶ ಆಗ್ರಹ (710, 1053, 898, 1088)
